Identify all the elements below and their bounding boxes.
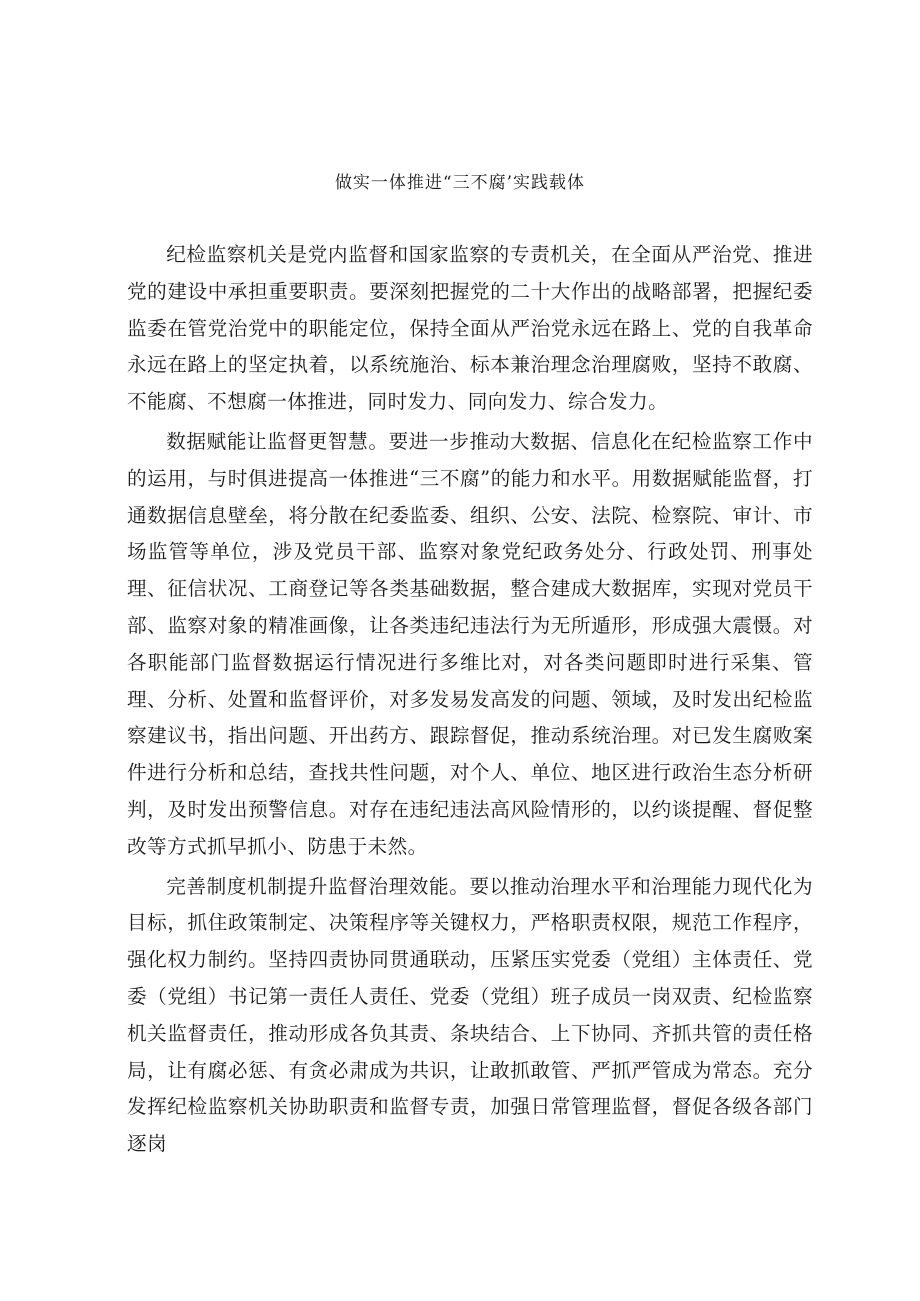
document-body bbox=[127, 237, 813, 1166]
document-title: 做实一体推进“三不腐’实践载体 bbox=[334, 173, 586, 193]
paragraph-data-empowerment: 数据赋能让监督更智慧。要进一步推动大数据、信息化在纪检监察工作中的运用，与时俱进提高一体推进“三不腐”的能力和水平。用数据赋能监督，打通数据信息壁垒，将分散在纪委监委、组织、公安、法院、检察院、审计、市场监管等单位，涉及党员干部、监察对象党纪政务处分、行政处罚、刑事处理、征信状况、工商登记等各类基础数据，整合建成大数据库，实现对党员干部、监察对象的精准画像，让各类违纪违法行为无所遁形，形成强大震慑。对各职能部门监督数据运行情况进行多维比对，对各类问题即时进行采集、管理、分析、处置和监督评价，对多发易发高发的问题、领域，及时发出纪检监察建议书，指出问题、开出药方、跟踪督促，推动系统治理。对已发生腐败案件进行分析和总结，查找共性问题，对个人、单位、地区进行政治生态分析研判，及时发出预警信息。对存在违纪违法高风险情形的，以约谈提醒、督促整改等方式抓早抓小、防患于未然。 bbox=[127, 429, 813, 858]
paragraph-intro: 纪检监察机关是党内监督和国家监察的专责机关，在全面从严治党、推进党的建设中承担重要职责。要深刻把握党的二十大作出的战略部署，把握纪委监委在管党治党中的职能定位，保持全面从严治党永远在路上、党的自我革命永远在路上的坚定执着，以系统施治、标本兼治理念治理腐败，坚持不敢腐、不能腐、不想腐一体推进，同时发力、同向发力、综合发力。 bbox=[127, 243, 813, 414]
paragraph-institutional-mechanism: 完善制度机制提升监督治理效能。要以推动治理水平和治理能力现代化为目标，抓住政策制定、决策程序等关键权力，严格职责权限，规范工作程序，强化权力制约。坚持四责协同贯通联动，压紧压实党委（党组）主体责任、党委（党组）书记第一责任人责任、党委（党组）班子成员一岗双责、纪检监察机关监督责任，推动形成各负其责、条块结合、上下协同、齐抓共管的责任格局，让有腐必惩、有贪必肃成为共识，让敢抓敢管、严抓严管成为常态。充分发挥纪检监察机关协助职责和监督专责，加强日常管理监督，督促各级各部门逐岗 bbox=[127, 874, 813, 1156]
